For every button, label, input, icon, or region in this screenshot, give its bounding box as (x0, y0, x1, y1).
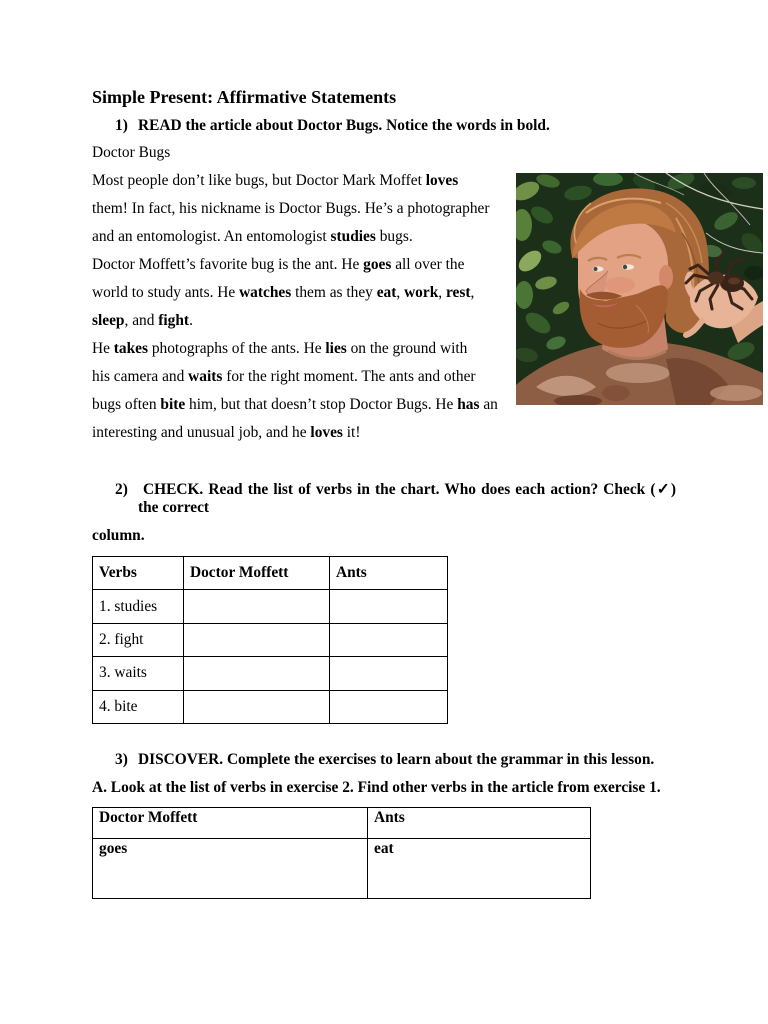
bold-verb: studies (330, 228, 376, 245)
article-text: Most people don’t like bugs, but Doctor Mark Moffet (92, 172, 426, 189)
article-line (92, 223, 498, 251)
article-text: bugs often (92, 396, 161, 413)
bold-verb: sleep (92, 312, 125, 329)
section-3-number: 3) (115, 751, 128, 768)
section-1-number: 1) (115, 117, 128, 134)
section-2-instruction-line-3: column. (92, 527, 145, 544)
table-row (93, 623, 448, 656)
verb-check-table (92, 556, 448, 724)
section-2-instruction-line-2: the correct (138, 499, 210, 516)
article-line (92, 167, 498, 195)
article-text: an (479, 396, 498, 413)
check-cell-doctor-moffett (184, 623, 330, 656)
article-line (92, 391, 498, 419)
article-text: . (189, 312, 193, 329)
bold-verb: bite (160, 396, 186, 413)
bold-verb: loves (425, 172, 459, 189)
article-text: Doctor Moffett’s favorite bug is the ant. He (92, 256, 364, 273)
article-text: for the right moment. The ants and other (222, 368, 476, 385)
check-cell-ants (330, 657, 448, 690)
check-cell-doctor-moffett (184, 657, 330, 690)
article-text: on the ground with (346, 340, 468, 357)
bold-verb: watches (239, 284, 292, 301)
bold-verb: fight (158, 312, 190, 329)
bold-verb: loves (310, 424, 343, 441)
verb-cell: 3. waits (93, 657, 184, 690)
article-line (92, 419, 498, 447)
article-text: interesting and unusual job, and he (92, 424, 311, 441)
section-2-instruction-line-1: CHECK. Read the list of verbs in the chart. Who does each action? Check (✓) (143, 481, 676, 498)
bold-verb: has (457, 396, 480, 413)
check-cell-ants (330, 623, 448, 656)
article-text: , (396, 284, 405, 301)
ants-verb-cell: eat (368, 839, 591, 899)
article-text: photographs of the ants. He (148, 340, 326, 357)
bold-verb: waits (188, 368, 223, 385)
section-1-instruction: READ the article about Doctor Bugs. Notice the words in bold. (138, 117, 550, 134)
check-cell-ants (330, 690, 448, 723)
article-text: all over the (391, 256, 465, 273)
article-text: his camera and (92, 368, 189, 385)
page-title: Simple Present: Affirmative Statements (92, 87, 397, 107)
article-line (92, 335, 498, 363)
table-header-row (93, 557, 448, 590)
article-text: He (92, 340, 114, 357)
section-2-number: 2) (115, 481, 128, 498)
table-row (93, 657, 448, 690)
table-row (93, 590, 448, 623)
article-body (92, 167, 498, 447)
article-text: them as they (291, 284, 377, 301)
article-text: bugs. (375, 228, 413, 245)
col-header-verbs: Verbs (93, 557, 184, 590)
bold-verb: work (404, 284, 439, 301)
bold-verb: eat (376, 284, 397, 301)
article-line (92, 279, 498, 307)
article-text: , (470, 284, 475, 301)
col-header-doctor-moffett: Doctor Moffett (93, 808, 368, 839)
col-header-ants: Ants (330, 557, 448, 590)
check-cell-doctor-moffett (184, 690, 330, 723)
article-text: it! (342, 424, 361, 441)
doctor-moffett-verb-cell: goes (93, 839, 368, 899)
check-cell-ants (330, 590, 448, 623)
bold-verb: takes (113, 340, 148, 357)
article-text: and an entomologist. An entomologist (92, 228, 331, 245)
article-text: world to study ants. He (92, 284, 240, 301)
article-text: , and (124, 312, 159, 329)
article-line (92, 251, 498, 279)
article-line (92, 307, 498, 335)
article-line (92, 195, 498, 223)
article-title: Doctor Bugs (92, 144, 171, 161)
doctor-moffett-photo (516, 173, 763, 405)
section-3-instruction: DISCOVER. Complete the exercises to learn about the grammar in this lesson. (138, 751, 655, 768)
article-text: them! In fact, his nickname is Doctor Bugs. He’s a photographer (92, 200, 490, 217)
bold-verb: goes (363, 256, 392, 273)
table-row (93, 839, 591, 899)
verb-sort-table (92, 807, 591, 899)
section-3-part-a: A. Look at the list of verbs in exercise 2. Find other verbs in the article from exercise 1. (92, 779, 661, 796)
verb-cell: 4. bite (93, 690, 184, 723)
verb-cell: 2. fight (93, 623, 184, 656)
check-cell-doctor-moffett (184, 590, 330, 623)
article-text: , (438, 284, 446, 301)
table-header-row (93, 808, 591, 839)
article-line (92, 363, 498, 391)
bold-verb: rest (445, 284, 471, 301)
bold-verb: lies (325, 340, 347, 357)
article-text: him, but that doesn’t stop Doctor Bugs. He (185, 396, 458, 413)
verb-cell: 1. studies (93, 590, 184, 623)
table-row (93, 690, 448, 723)
col-header-doctor-moffett: Doctor Moffett (184, 557, 330, 590)
col-header-ants: Ants (368, 808, 591, 839)
